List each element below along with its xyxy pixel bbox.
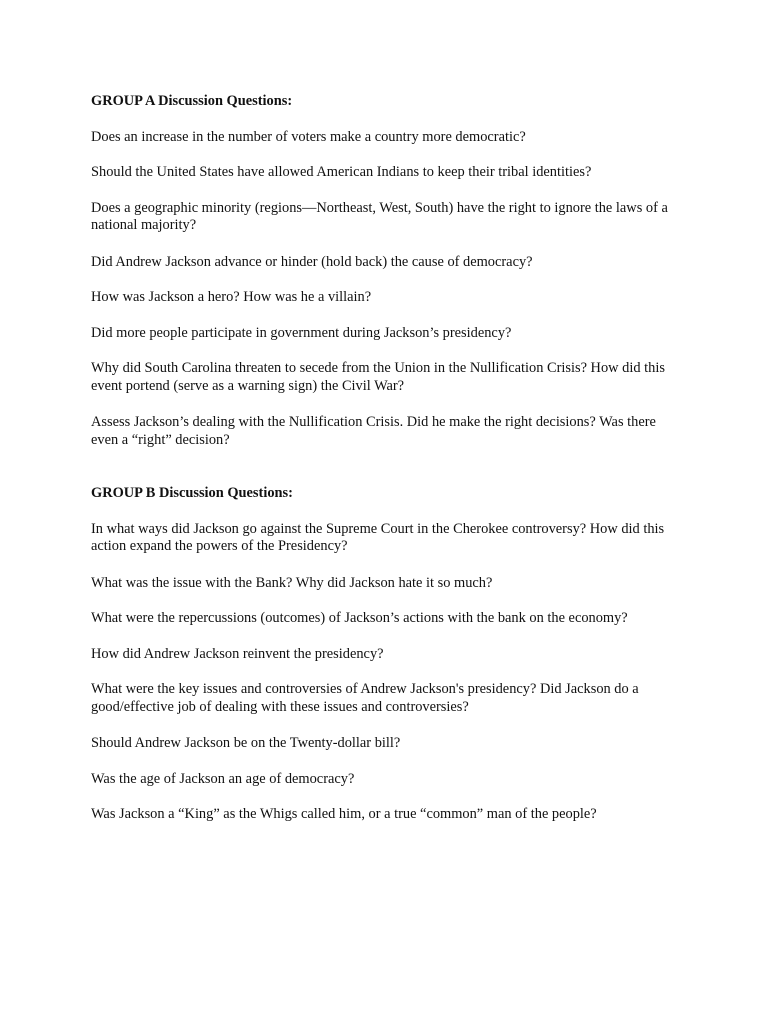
- group-a-section: [91, 93, 681, 449]
- group-b-question-5: What were the key issues and controversies of Andrew Jackson's presidency? Did Jackson do a good/effective job of dealing with these issues and controversies?: [91, 681, 639, 715]
- group-b-question-7: Was the age of Jackson an age of democracy?: [91, 770, 355, 787]
- group-a-question-7: Why did South Carolina threaten to secede from the Union in the Nullification Crisis? How did this event portend (serve as a warning sign) the Civil War?: [91, 360, 665, 394]
- group-b-question-8: Was Jackson a “King” as the Whigs called him, or a true “common” man of the people?: [91, 806, 597, 822]
- group-a-question-5: How was Jackson a hero? How was he a villain?: [91, 289, 372, 305]
- section-spacer: [91, 468, 681, 485]
- document-page: [91, 93, 681, 842]
- group-a-heading: GROUP A Discussion Questions:: [91, 93, 293, 109]
- group-a-question-3: Does a geographic minority (regions—Northeast, West, South) have the right to ignore the laws of a national majority?: [91, 199, 668, 233]
- group-b-heading: GROUP B Discussion Questions:: [91, 485, 293, 501]
- group-a-question-8: Assess Jackson’s dealing with the Nullification Crisis. Did he make the right decisions? Was there even a “right” decision?: [91, 414, 656, 448]
- group-b-question-1: In what ways did Jackson go against the Supreme Court in the Cherokee controversy? How did this action expand the powers of the Presidency?: [91, 520, 665, 554]
- group-b-section: [91, 485, 681, 824]
- group-b-question-3: What were the repercussions (outcomes) of Jackson’s actions with the bank on the economy?: [91, 610, 628, 626]
- group-a-question-6: Did more people participate in government during Jackson’s presidency?: [91, 324, 512, 341]
- group-b-question-6: Should Andrew Jackson be on the Twenty-dollar bill?: [91, 735, 401, 751]
- group-b-question-2: What was the issue with the Bank? Why did Jackson hate it so much?: [91, 574, 493, 591]
- group-a-question-2: Should the United States have allowed American Indians to keep their tribal identities?: [91, 164, 592, 180]
- group-a-question-1: Does an increase in the number of voters make a country more democratic?: [91, 128, 526, 145]
- group-a-question-4: Did Andrew Jackson advance or hinder (hold back) the cause of democracy?: [91, 253, 533, 270]
- group-b-question-4: How did Andrew Jackson reinvent the presidency?: [91, 645, 384, 662]
